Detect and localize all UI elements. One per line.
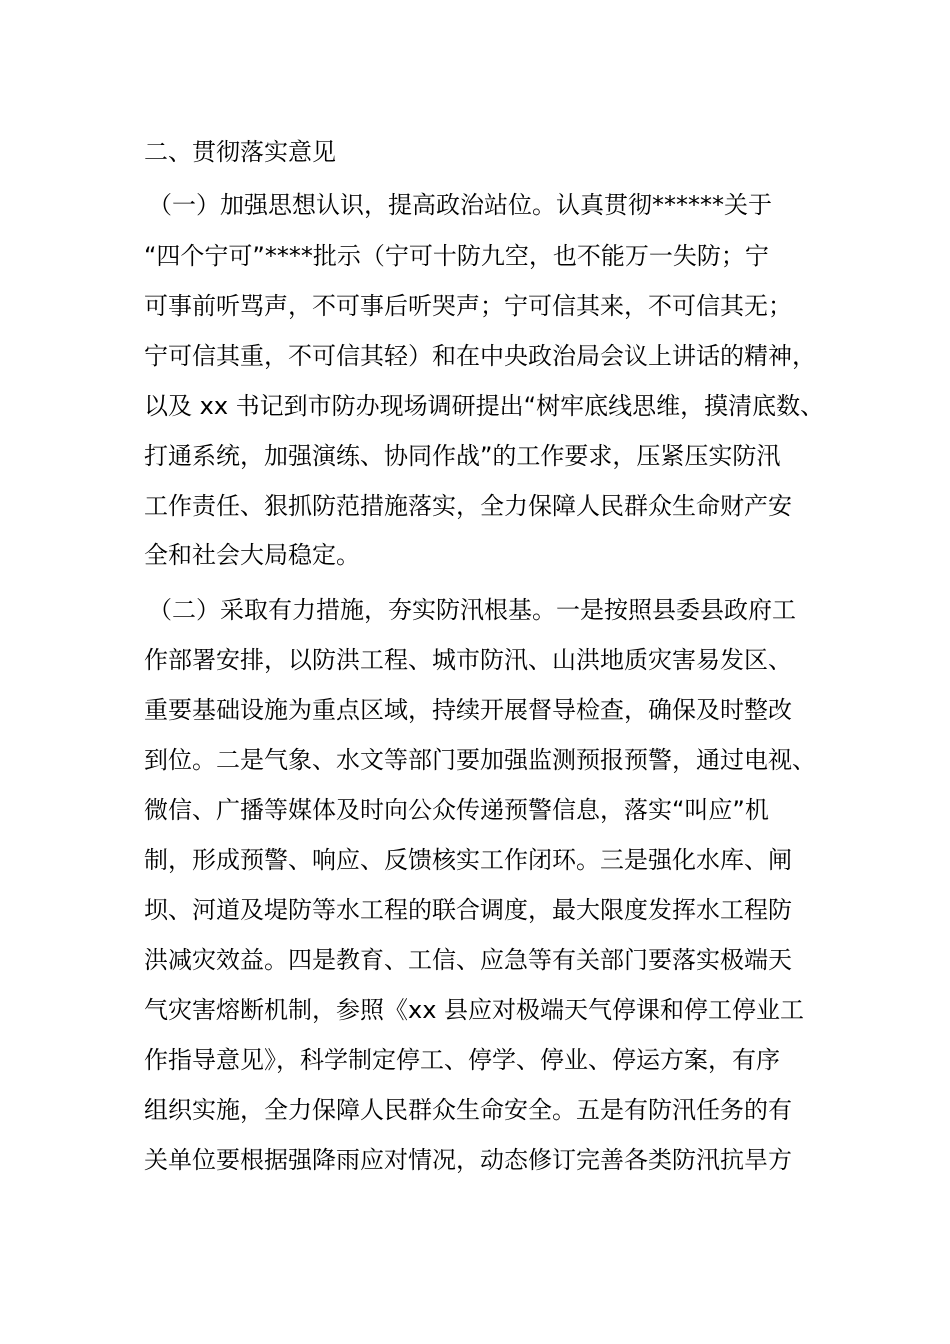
paragraph-line: 到位。二是气象、水文等部门要加强监测预报预警，通过电视、 [144,746,816,774]
paragraph-line: 宁可信其重，不可信其轻）和在中央政治局会议上讲话的精神， [144,342,816,370]
paragraph-line: 以及 xx 书记到市防办现场调研提出“树牢底线思维，摸清底数、 [144,392,825,420]
paragraph-line: 作指导意见》，科学制定停工、停学、停业、停运方案，有序 [144,1046,780,1074]
paragraph-line: 坝、河道及堤防等水工程的联合调度，最大限度发挥水工程防 [144,896,792,924]
paragraph-line: （一）加强思想认识，提高政治站位。认真贯彻******关于 [148,191,772,219]
paragraph-line: 气灾害熔断机制，参照《xx 县应对极端天气停课和停工停业工 [144,996,805,1024]
paragraph-line: 组织实施，全力保障人民群众生命安全。五是有防汛任务的有 [144,1096,792,1124]
paragraph-line: 全和社会大局稳定。 [144,541,360,569]
paragraph-line: 打通系统，加强演练、协同作战”的工作要求，压紧压实防汛 [144,442,781,470]
paragraph-line: 工作责任、狠抓防范措施落实，全力保障人民群众生命财产安 [144,492,792,520]
paragraph-line: 重要基础设施为重点区域，持续开展督导检查，确保及时整改 [144,696,792,724]
paragraph-line: （二）采取有力措施，夯实防汛根基。一是按照县委县政府工 [148,596,796,624]
paragraph-line: 微信、广播等媒体及时向公众传递预警信息，落实“叫应”机 [144,796,769,824]
paragraph-line: 关单位要根据强降雨应对情况，动态修订完善各类防汛抗旱方 [144,1146,792,1174]
paragraph-line: 可事前听骂声，不可事后听哭声；宁可信其来，不可信其无； [144,292,792,320]
paragraph-line: 作部署安排，以防洪工程、城市防汛、山洪地质灾害易发区、 [144,646,792,674]
paragraph-line: 制，形成预警、响应、反馈核实工作闭环。三是强化水库、闸 [144,846,792,874]
paragraph-line: 洪减灾效益。四是教育、工信、应急等有关部门要落实极端天 [144,946,792,974]
section-heading: 二、贯彻落实意见 [144,138,336,166]
paragraph-line: “四个宁可”****批示（宁可十防九空，也不能万一失防；宁 [144,242,769,270]
